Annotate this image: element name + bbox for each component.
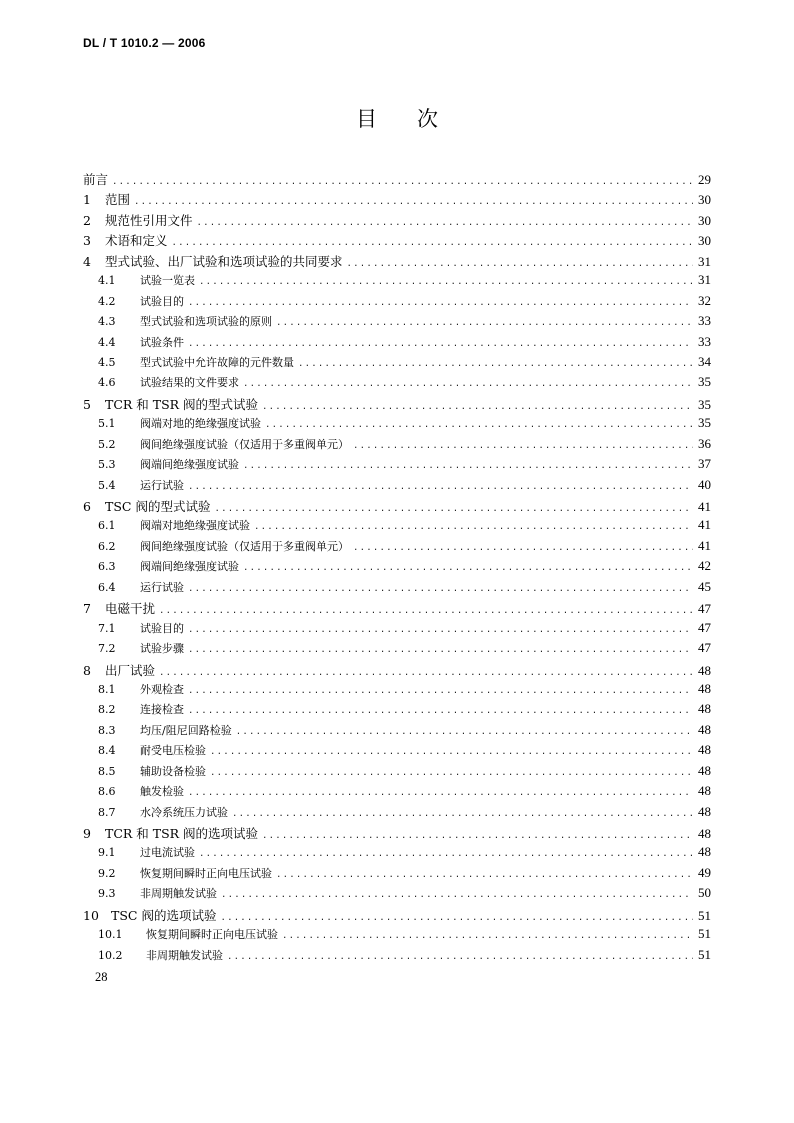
page-number: 28 xyxy=(95,970,108,984)
toc-entry[interactable] xyxy=(83,436,711,456)
toc-entry[interactable] xyxy=(83,599,711,619)
toc-entry-page: 33 xyxy=(698,333,711,349)
toc-entry-page: 36 xyxy=(698,435,711,451)
toc-entry[interactable] xyxy=(83,947,711,967)
toc-entry-label: 阀间绝缘强度试验（仅适用于多重阀单元） xyxy=(140,437,349,451)
document-code: DL / T 1010.2 — 2006 xyxy=(83,36,206,50)
toc-entry[interactable] xyxy=(83,313,711,333)
toc-entry-label: 非周期触发试验 xyxy=(140,887,217,901)
toc-entry-page: 41 xyxy=(698,517,711,533)
toc-dot-leader xyxy=(220,913,693,923)
toc-entry-page: 37 xyxy=(698,456,711,472)
toc-entry-label: 范围 xyxy=(105,192,131,208)
toc-entry-page: 29 xyxy=(698,172,711,187)
toc-entry-label: 出厂试验 xyxy=(105,662,156,678)
toc-entry-label: 阀端对地的绝缘强度试验 xyxy=(140,417,261,431)
toc-entry-number: 3 xyxy=(83,233,91,249)
toc-entry-label: 阀端对地绝缘强度试验 xyxy=(140,519,250,533)
toc-entry-number: 9.2 xyxy=(98,866,116,880)
toc-entry[interactable] xyxy=(83,477,711,497)
toc-entry-number: 6 xyxy=(83,499,91,514)
toc-dot-leader xyxy=(353,441,693,451)
toc-dot-leader xyxy=(134,197,693,207)
toc-entry-page: 30 xyxy=(698,192,711,208)
toc-entry[interactable] xyxy=(83,190,711,210)
toc-dot-leader xyxy=(353,543,693,553)
toc-entry[interactable] xyxy=(83,558,711,578)
toc-entry[interactable] xyxy=(83,231,711,251)
toc-dot-leader xyxy=(236,727,693,737)
toc-entry-page: 48 xyxy=(698,783,711,799)
toc-entry-page: 48 xyxy=(698,721,711,737)
toc-entry-page: 41 xyxy=(698,499,711,514)
toc-dot-leader xyxy=(188,686,693,696)
toc-dot-leader xyxy=(282,931,693,941)
toc-entry-page: 31 xyxy=(698,272,711,288)
toc-entry-page: 35 xyxy=(698,415,711,431)
toc-dot-leader xyxy=(199,849,693,859)
toc-entry-label: 阀端间绝缘强度试验 xyxy=(140,560,239,574)
toc-entry-page: 51 xyxy=(698,926,711,942)
toc-entry-number: 5.2 xyxy=(98,437,116,451)
toc-dot-leader xyxy=(188,706,693,716)
toc-entry-label: TCR 和 TSR 阀的选项试验 xyxy=(105,826,259,841)
toc-entry-label: 试验结果的文件要求 xyxy=(140,376,239,390)
toc-entry-number: 8.1 xyxy=(98,682,116,696)
toc-entry-number: 1 xyxy=(83,192,91,208)
toc-entry-page: 30 xyxy=(698,233,711,249)
toc-entry-number: 7 xyxy=(83,601,91,617)
toc-entry-label: 触发检验 xyxy=(140,785,184,799)
toc-dot-leader xyxy=(262,831,693,841)
toc-entry-number: 6.3 xyxy=(98,560,116,574)
toc-entry-label: 连接检查 xyxy=(140,703,184,717)
toc-entry-label: TSC 阀的选项试验 xyxy=(111,907,217,923)
toc-entry-label: 辅助设备检验 xyxy=(140,764,206,778)
toc-entry-number: 4.3 xyxy=(98,315,116,329)
toc-entry-label: 电磁干扰 xyxy=(105,601,156,617)
toc-entry-label: 试验目的 xyxy=(140,294,184,308)
toc-dot-leader xyxy=(112,177,693,187)
toc-entry[interactable] xyxy=(83,763,711,783)
toc-entry-label: 阀间绝缘强度试验（仅适用于多重阀单元） xyxy=(140,539,349,553)
toc-entry[interactable] xyxy=(83,497,711,517)
toc-entry-page: 48 xyxy=(698,680,711,696)
toc-entry-number: 9 xyxy=(83,826,91,841)
toc-entry-page: 48 xyxy=(698,762,711,778)
toc-entry-number: 5.1 xyxy=(98,417,116,431)
toc-entry-number: 4.4 xyxy=(98,335,116,349)
toc-entry-label: 水冷系统压力试验 xyxy=(140,805,228,819)
toc-entry[interactable] xyxy=(83,620,711,640)
toc-entry-number: 6.4 xyxy=(98,580,116,594)
toc-dot-leader xyxy=(254,522,693,532)
toc-entry-label: 试验一览表 xyxy=(140,274,195,288)
toc-entry-number: 8.4 xyxy=(98,744,116,758)
toc-entry[interactable] xyxy=(83,538,711,558)
toc-dot-leader xyxy=(265,420,693,430)
toc-entry[interactable] xyxy=(83,579,711,599)
toc-entry[interactable] xyxy=(83,783,711,803)
toc-entry-number: 4.2 xyxy=(98,294,116,308)
table-of-contents xyxy=(83,170,711,967)
toc-entry-page: 48 xyxy=(698,826,711,841)
toc-dot-leader xyxy=(188,625,693,635)
toc-dot-leader xyxy=(221,890,693,900)
toc-entry-number: 8 xyxy=(83,662,91,678)
toc-entry-page: 40 xyxy=(698,476,711,492)
toc-entry-number: 10.2 xyxy=(98,948,123,962)
toc-entry-page: 49 xyxy=(698,864,711,880)
toc-entry-label: 运行试验 xyxy=(140,478,184,492)
toc-entry-number: 5.3 xyxy=(98,458,116,472)
toc-entry[interactable] xyxy=(83,517,711,537)
toc-entry-number: 8.5 xyxy=(98,764,116,778)
toc-dot-leader xyxy=(276,870,693,880)
toc-dot-leader xyxy=(159,668,693,678)
toc-entry-label: 过电流试验 xyxy=(140,846,195,860)
toc-entry-label: 恢复期间瞬时正向电压试验 xyxy=(146,928,278,942)
toc-entry[interactable] xyxy=(83,293,711,313)
toc-dot-leader xyxy=(199,277,693,287)
toc-entry-label: 试验目的 xyxy=(140,621,184,635)
toc-dot-leader xyxy=(188,788,693,798)
toc-entry-label: 术语和定义 xyxy=(105,233,168,249)
toc-entry-number: 4.5 xyxy=(98,355,116,369)
toc-entry[interactable] xyxy=(83,701,711,721)
toc-dot-leader xyxy=(243,563,693,573)
toc-dot-leader xyxy=(214,504,693,514)
toc-entry-label: 型式试验、出厂试验和选项试验的共同要求 xyxy=(105,253,343,269)
toc-dot-leader xyxy=(188,584,693,594)
toc-entry-number: 8.3 xyxy=(98,723,116,737)
toc-entry-page: 48 xyxy=(698,742,711,758)
toc-entry-number: 9.3 xyxy=(98,887,116,901)
toc-entry-number: 10.1 xyxy=(98,928,123,942)
toc-entry[interactable] xyxy=(83,640,711,660)
toc-entry-label: 型式试验和选项试验的原则 xyxy=(140,315,272,329)
toc-entry-label: 前言 xyxy=(83,172,109,187)
toc-entry-number: 6.2 xyxy=(98,539,116,553)
toc-entry-number: 8.6 xyxy=(98,785,116,799)
toc-entry-page: 30 xyxy=(698,212,711,228)
toc-entry-label: 恢复期间瞬时正向电压试验 xyxy=(140,866,272,880)
toc-dot-leader xyxy=(298,359,693,369)
toc-entry-page: 47 xyxy=(698,640,711,656)
toc-entry-page: 34 xyxy=(698,353,711,369)
toc-entry-label: 阀端间绝缘强度试验 xyxy=(140,458,239,472)
toc-entry-page: 35 xyxy=(698,374,711,390)
toc-dot-leader xyxy=(159,606,693,616)
toc-entry-page: 35 xyxy=(698,396,711,412)
toc-entry-number: 8.2 xyxy=(98,703,116,717)
toc-entry-number: 4.1 xyxy=(98,274,116,288)
toc-entry-label: 非周期触发试验 xyxy=(146,948,223,962)
toc-entry-number: 4 xyxy=(83,253,91,269)
toc-entry[interactable] xyxy=(83,170,711,190)
toc-entry-page: 50 xyxy=(698,885,711,901)
toc-entry[interactable] xyxy=(83,906,711,926)
toc-entry-label: 耐受电压检验 xyxy=(140,744,206,758)
toc-entry-label: 运行试验 xyxy=(140,580,184,594)
toc-entry-page: 48 xyxy=(698,803,711,819)
toc-entry-number: 10 xyxy=(83,907,99,923)
toc-entry-page: 45 xyxy=(698,578,711,594)
toc-dot-leader xyxy=(243,379,693,389)
toc-entry[interactable] xyxy=(83,844,711,864)
toc-entry-label: 均压/阻尼回路检验 xyxy=(140,723,232,737)
toc-dot-leader xyxy=(227,952,693,962)
toc-entry-page: 33 xyxy=(698,313,711,329)
toc-entry[interactable] xyxy=(83,354,711,374)
toc-entry-label: 型式试验中允许故障的元件数量 xyxy=(140,355,294,369)
toc-dot-leader xyxy=(276,318,693,328)
toc-entry[interactable] xyxy=(83,865,711,885)
toc-entry-label: 试验条件 xyxy=(140,335,184,349)
toc-entry[interactable] xyxy=(83,374,711,394)
toc-dot-leader xyxy=(188,298,693,308)
toc-entry-number: 4.6 xyxy=(98,376,116,390)
toc-entry-page: 48 xyxy=(698,844,711,860)
toc-entry[interactable] xyxy=(83,395,711,415)
toc-dot-leader xyxy=(188,339,693,349)
toc-entry[interactable] xyxy=(83,824,711,844)
toc-entry[interactable] xyxy=(83,334,711,354)
toc-entry-page: 47 xyxy=(698,601,711,617)
toc-dot-leader xyxy=(197,218,693,228)
toc-entry-number: 5 xyxy=(83,396,91,412)
toc-entry-number: 5.4 xyxy=(98,478,116,492)
toc-entry-page: 51 xyxy=(698,907,711,923)
toc-entry-number: 6.1 xyxy=(98,519,116,533)
toc-entry-page: 42 xyxy=(698,558,711,574)
toc-entry-label: TCR 和 TSR 阀的型式试验 xyxy=(105,396,259,412)
toc-dot-leader xyxy=(188,482,693,492)
toc-entry-number: 2 xyxy=(83,212,91,228)
toc-dot-leader xyxy=(347,259,693,269)
page-title: 目次 xyxy=(356,107,478,131)
toc-entry[interactable] xyxy=(83,722,711,742)
toc-entry-label: 规范性引用文件 xyxy=(105,212,193,228)
toc-entry[interactable] xyxy=(83,804,711,824)
toc-entry[interactable] xyxy=(83,456,711,476)
toc-entry[interactable] xyxy=(83,415,711,435)
toc-entry-label: TSC 阀的型式试验 xyxy=(105,499,211,514)
toc-entry[interactable] xyxy=(83,742,711,762)
toc-entry-number: 7.1 xyxy=(98,621,116,635)
toc-dot-leader xyxy=(210,768,693,778)
toc-entry[interactable] xyxy=(83,661,711,681)
toc-dot-leader xyxy=(243,461,693,471)
toc-entry-page: 48 xyxy=(698,701,711,717)
toc-entry[interactable] xyxy=(83,885,711,905)
toc-entry-page: 51 xyxy=(698,946,711,962)
toc-entry-number: 9.1 xyxy=(98,846,116,860)
toc-entry-page: 48 xyxy=(698,662,711,678)
toc-entry[interactable] xyxy=(83,252,711,272)
toc-entry-number: 8.7 xyxy=(98,805,116,819)
toc-entry[interactable] xyxy=(83,272,711,292)
toc-dot-leader xyxy=(262,402,693,412)
toc-entry-page: 31 xyxy=(698,253,711,269)
toc-entry[interactable] xyxy=(83,681,711,701)
toc-entry-label: 试验步骤 xyxy=(140,642,184,656)
toc-dot-leader xyxy=(188,645,693,655)
toc-entry-page: 32 xyxy=(698,292,711,308)
toc-entry[interactable] xyxy=(83,211,711,231)
toc-dot-leader xyxy=(210,747,693,757)
toc-entry-label: 外观检查 xyxy=(140,682,184,696)
toc-dot-leader xyxy=(172,238,693,248)
toc-entry-page: 41 xyxy=(698,537,711,553)
toc-entry-number: 7.2 xyxy=(98,642,116,656)
toc-entry[interactable] xyxy=(83,926,711,946)
toc-entry-page: 47 xyxy=(698,619,711,635)
toc-dot-leader xyxy=(232,809,693,819)
